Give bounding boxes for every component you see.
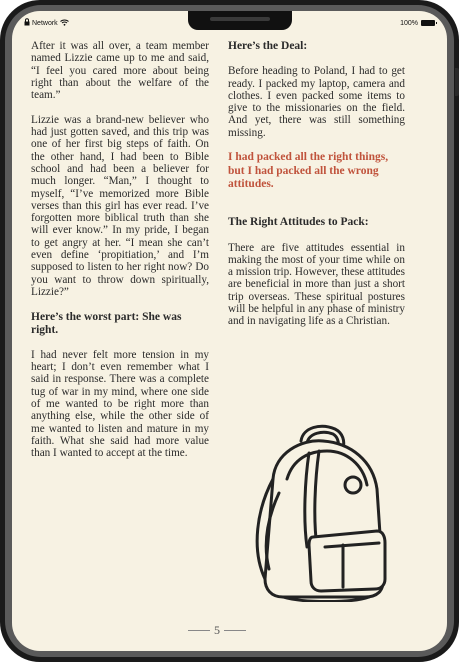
battery-icon [421,20,435,26]
battery-label: 100% [400,19,418,27]
paragraph: I had never felt more tension in my heart; I don’t even remember what I said in response. There was a complete tug of war in my mind, where one side of me wanted to be right more than anything else, while the other side of me wanted to listen and mature in my faith. What she said had more value than I wanted to accept at the time. [31,348,209,460]
wifi-icon [60,19,69,28]
section-heading: The Right Attitudes to Pack: [228,216,369,229]
paragraph: Before heading to Poland, I had to get ready. I packed my laptop, camera and clothes. I even packed some items to give to the missionaries on the field. And yet, there was still something missing. [228,65,405,139]
footer-divider [188,630,210,631]
pull-quote: I had packed all the right things, but I had packed all the wrong attitudes. [228,151,389,190]
footer-divider [224,630,246,631]
lock-icon [24,18,30,28]
page-number: 5 [214,622,220,637]
page-footer [180,623,254,637]
section-heading: Here’s the worst part: She was right. [31,310,182,336]
status-bar-right [400,17,435,29]
backpack-icon [243,419,393,602]
network-label: Network [32,19,58,27]
power-button[interactable] [455,68,459,96]
right-column [228,40,405,340]
paragraph: There are five attitudes essential in making the most of your time while on a mission trip. However, these attitudes are beneficial in more than just a short trip overseas. These spiritual postures will be helpful in any phase of ministry and in navigating life as a Christian. [228,241,405,328]
paragraph: Lizzie was a brand-new believer who had just gotten saved, and this trip was one of her first big steps of faith. On the other hand, I had been to Bible school and had been a believer for much longer. “Man,” I thought to myself, “I’ve memorized more Bible verses than this girl has ever read. I’ve forgotten more biblical truth than she will ever know.” In my pride, I began to get angry at her. “I mean she can’t even define ‘propitiation,’ and I’m supposed to listen to her right now? Do you want to throw down spiritually, Lizzie?” [31,113,209,298]
section-heading: Here’s the Deal: [228,40,308,52]
left-column [31,40,209,472]
status-bar-left [24,17,69,29]
camera-notch [188,11,292,30]
paragraph: After it was all over, a team member named Lizzie came up to me and said, “I feel you cared more about being right than about the welfare of the team.” [31,40,209,102]
